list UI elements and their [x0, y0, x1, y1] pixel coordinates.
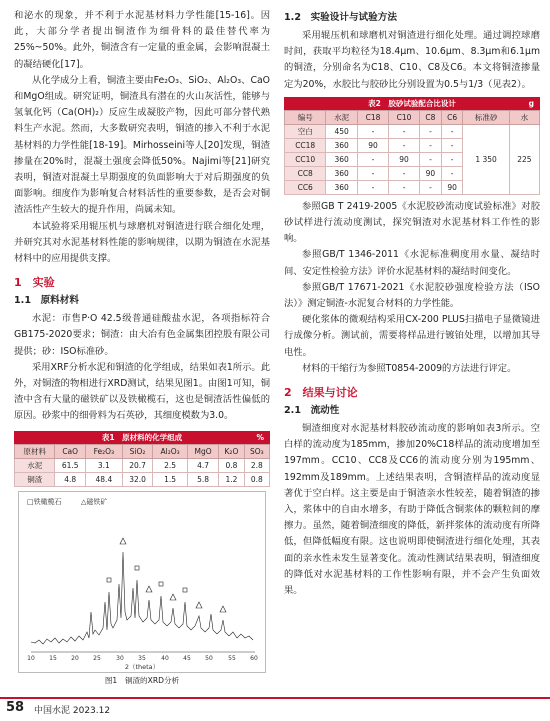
- table-cell: 0.8: [244, 472, 269, 486]
- table-header: C10: [389, 110, 420, 124]
- table-cell: -: [441, 124, 463, 138]
- table-cell: 1.2: [219, 472, 245, 486]
- table-cell: 2.8: [244, 458, 269, 472]
- table-cell: 4.8: [55, 472, 85, 486]
- table-2: [284, 97, 540, 195]
- table-cell: -: [389, 180, 420, 194]
- table-cell: 360: [326, 180, 358, 194]
- table-caption: 表1 原材料的化学组成 %: [14, 431, 270, 444]
- table-cell: 450: [326, 124, 358, 138]
- table-cell: 2.5: [153, 458, 188, 472]
- table-cell: 90: [441, 180, 463, 194]
- xrd-figure: [18, 491, 266, 673]
- svg-text:35: 35: [138, 654, 146, 662]
- table-cell: 5.8: [187, 472, 218, 486]
- table-cell: 水泥: [15, 458, 55, 472]
- table-cell: -: [357, 180, 388, 194]
- paragraph: 本试验将采用辊压机与球磨机对铜渣进行联合细化处理，并研究其对水泥基材料性能的影响规律，以期为铜渣在水泥基材料中的应用提供支撑。: [14, 220, 270, 265]
- paragraph: 和泌水的现象，并不利于水泥基材料力学性能[15-16]。因此，大部分学者提出铜渣作为细骨料的最佳替代率为25%~50%。此外，铜渣含有一定量的重金属，会影响混凝土的凝结硬化[17]。: [14, 10, 270, 70]
- x-ticks: [27, 655, 258, 662]
- xrd-chart: [19, 492, 265, 672]
- table-cell: 1 350: [463, 124, 509, 194]
- paragraph: 水泥：市售P·O 42.5级普通硅酸盐水泥，各项指标符合GB175-2020要求；铜渣：由大冶有色金属集团控股有限公司提供；砂：ISO标准砂。: [14, 313, 270, 357]
- paragraph: 铜渣细度对水泥基材料胶砂流动度的影响如表3所示。空白样的流动度为185mm，掺加20%C18样品的流动度增加至197mm。CC10、CC8及CC6的流动度分别为195mm、192mm及189mm。上述结果表明，含铜渣样品的流动度显著优于空白样。这主要是由于铜渣亲水性较差，随着铜渣的掺入，浆体中的自由水增多，有助于降低含铜浆体的颗粒间的摩擦力。虽然，随着铜渣细度的降低，新拌浆体的流动度有所降低，但降低幅度有限。这也说明即使铜渣进行细化处理，其表面的亲水性未发生显著变化。流动性测试结果表明，铜渣细度的降低对水泥基材料的工作性影响有限，并不会产生负面效果。: [284, 423, 540, 597]
- table-caption: 表2 胶砂试验配合比设计 g: [284, 97, 540, 110]
- table-cell: -: [389, 166, 420, 180]
- table-cell: -: [357, 166, 388, 180]
- svg-text:55: 55: [228, 654, 236, 662]
- svg-text:30: 30: [116, 654, 124, 662]
- table-cell: -: [389, 138, 420, 152]
- paragraph: 从化学成分上看，铜渣主要由Fe₂O₃、SiO₂、Al₂O₃、CaO和MgO组成。研究证明，铜渣具有潜在的火山灰活性，能够与氢氧化钙（Ca(OH)₂）反应生成凝胶产物，因此可部分替代熟料生产水泥。然而，大多数研究表明，铜渣的掺入不利于水泥基材料的力学性能[18-19]。Mirhosseini等人[20]发现，铜渣掺量在20%时，混凝土强度会降低50%。Najimi等[21]研究表明，铜渣对混凝土早期强度的负面影响大于对后期强度的负面影响。细度作为影响复合材料活性的重要参数，是否会对铜渣活性产生较大的提升作用，尚属未知。: [14, 74, 270, 216]
- table-cell: 48.4: [85, 472, 122, 486]
- table-cell: 32.0: [122, 472, 152, 486]
- table-header: Al₂O₃: [153, 444, 188, 458]
- table-cell: CC18: [285, 138, 326, 152]
- xrd-trace: [31, 552, 253, 644]
- table-header: C8: [420, 110, 442, 124]
- table-cell: 90: [420, 166, 442, 180]
- table-header-row: [285, 110, 540, 124]
- table-header: 标准砂: [463, 110, 509, 124]
- svg-text:50: 50: [205, 654, 213, 662]
- table-cell: -: [420, 180, 442, 194]
- svg-text:15: 15: [49, 654, 57, 662]
- table-header: Fe₂O₃: [85, 444, 122, 458]
- table-header: C6: [441, 110, 463, 124]
- paragraph: 采用XRF分析水泥和铜渣的化学组成，结果如表1所示。此外，对铜渣的物相进行XRD测试，结果见图1。由图1可知，铜渣中含有大量的磁铁矿以及铁橄榄石，这也是铜渣活性偏低的原因。砂浆中的细骨料为石英砂，其细度模数为3.0。: [14, 361, 270, 422]
- table-cell: 225: [509, 124, 539, 194]
- table-header: K₂O: [219, 444, 245, 458]
- table-cell: -: [441, 152, 463, 166]
- paragraph: 参照GB T 2419-2005《水泥胶砂流动度试验标准》对胶砂试样进行流动度测试，探究铜渣对水泥基材料工作性的影响。: [284, 200, 540, 245]
- table-row: [15, 472, 270, 486]
- table-header: CaO: [55, 444, 85, 458]
- table-cell: -: [357, 152, 388, 166]
- left-column: [14, 8, 270, 686]
- table-header: SiO₂: [122, 444, 152, 458]
- svg-text:25: 25: [93, 654, 101, 662]
- table-cell: 20.7: [122, 458, 152, 472]
- table-cell: 4.7: [187, 458, 218, 472]
- legend-fayalite: □铁橄榄石: [27, 497, 62, 506]
- table-row: [15, 458, 270, 472]
- svg-text:45: 45: [183, 654, 191, 662]
- table-header: 水: [509, 110, 539, 124]
- table-cell: 90: [357, 138, 388, 152]
- table-cell: 3.1: [85, 458, 122, 472]
- page-footer: [0, 697, 550, 721]
- table-cell: -: [420, 124, 442, 138]
- paragraph: 材料的干缩行为参照T0854-2009的方法进行评定。: [302, 362, 517, 374]
- table-cell: 铜渣: [15, 472, 55, 486]
- paragraph: 硬化浆体的微观结构采用CX-200 PLUS扫描电子显微镜进行成像分析。测试前，需要将样品进行镀铂处理，以增加其导电性。: [284, 314, 540, 358]
- legend-magnetite: △磁铁矿: [81, 497, 108, 506]
- table-cell: 1.5: [153, 472, 188, 486]
- table-cell: 360: [326, 138, 358, 152]
- table-header: 编号: [285, 110, 326, 124]
- magazine-name: 中国水泥 2023.12: [34, 706, 111, 716]
- svg-text:10: 10: [27, 654, 35, 662]
- table-header-row: [15, 444, 270, 458]
- subsection-heading: 1.1 原料材料: [14, 295, 79, 307]
- table-cell: 0.8: [219, 458, 245, 472]
- table-cell: -: [420, 138, 442, 152]
- section-heading: 2 结果与讨论: [284, 386, 358, 400]
- table-cell: CC6: [285, 180, 326, 194]
- svg-text:60: 60: [250, 654, 258, 662]
- subsection-heading: 1.2 实验设计与试验方法: [284, 12, 397, 23]
- table-cell: 空白: [285, 124, 326, 138]
- svg-text:40: 40: [161, 654, 169, 662]
- table-1: [14, 431, 270, 487]
- figure-caption: 图1 铜渣的XRD分析: [104, 675, 180, 685]
- table-cell: CC8: [285, 166, 326, 180]
- page-number: 58: [6, 700, 25, 715]
- table-cell: 90: [389, 152, 420, 166]
- table-cell: 61.5: [55, 458, 85, 472]
- table-header: 原材料: [15, 444, 55, 458]
- table-row: [285, 124, 540, 138]
- table-cell: -: [441, 138, 463, 152]
- table-header: SO₃: [244, 444, 269, 458]
- table-cell: -: [357, 124, 388, 138]
- paragraph: 参照GB/T 1346-2011《水泥标准稠度用水量、凝结时间、安定性检验方法》评价水泥基材料的凝结时间变化。: [284, 249, 540, 277]
- table-cell: -: [420, 152, 442, 166]
- table-header: MgO: [187, 444, 218, 458]
- table-header: C18: [357, 110, 388, 124]
- table-cell: CC10: [285, 152, 326, 166]
- x-axis-label: 2（theta）: [124, 662, 160, 671]
- table-cell: -: [389, 124, 420, 138]
- paragraph: 参照GB/T 17671-2021《水泥胶砂强度检验方法（ISO法）》测定铜渣-水泥复合材料的力学性能。: [284, 281, 540, 310]
- table-cell: -: [441, 166, 463, 180]
- paragraph: 采用辊压机和球磨机对铜渣进行细化处理。通过调控球磨时间，获取平均粒径为18.4μm、10.6μm、8.3μm和6.1μm的铜渣，分别命名为C18、C10、C8及C6。本文将铜渣掺量定为20%，水胶比与胶砂比分别设置为0.5与1/3（见表2）。: [284, 30, 540, 90]
- table-cell: 360: [326, 152, 358, 166]
- table-cell: 360: [326, 166, 358, 180]
- subsection-heading: 2.1 流动性: [284, 405, 340, 417]
- right-column: [284, 8, 540, 599]
- section-heading: 1 实验: [14, 276, 55, 290]
- table-header: 水泥: [326, 110, 358, 124]
- svg-text:20: 20: [71, 654, 79, 662]
- footer-divider: [0, 697, 550, 699]
